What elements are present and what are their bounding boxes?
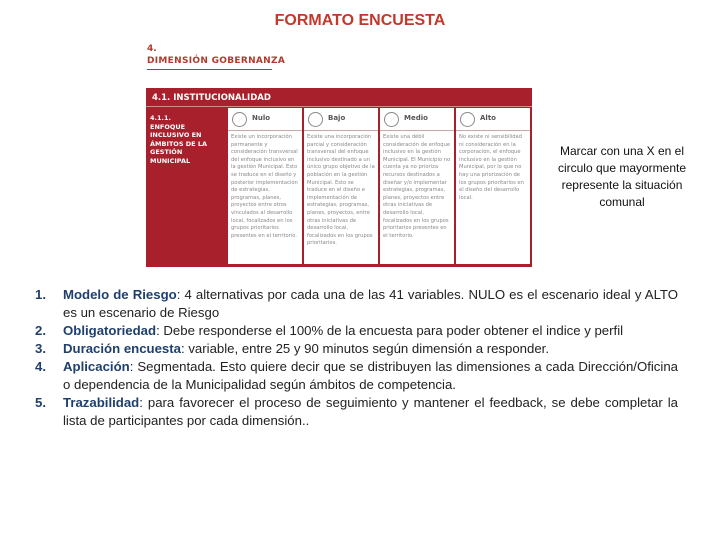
option-nulo: [228, 108, 302, 264]
variable-number: 4.1.1.: [150, 114, 171, 122]
page-title: FORMATO ENCUESTA: [274, 12, 446, 29]
option-bajo: [304, 108, 378, 264]
list-item: [35, 322, 678, 340]
list-text: 4 alternativas por cada una de las 41 variables. NULO es el escenario ideal y ALTO es un escenario de Riesgo: [63, 287, 679, 320]
option-description: No existe ni sensibilidad ni consideración en la corporación, el enfoque inclusivo en la gestión Municipal, por lo que no hay una priorización de los grupos prioritarios en el diseño del desarrollo local.: [459, 134, 524, 201]
list-item: [35, 358, 678, 394]
radio-circle-icon[interactable]: [384, 112, 399, 127]
list-text: Debe responderse el 100% de la encuesta para poder obtener el indice y perfil: [159, 323, 624, 338]
list-item: [35, 340, 678, 358]
list-number: 5.: [35, 395, 46, 410]
instruction-note: Marcar con una X en el circulo que mayormente represente la situación comunal: [557, 144, 687, 209]
list-text: para favorecer el proceso de seguimiento y mantener el feedback, se debe completar la lista de participantes por cada dimensión..: [63, 395, 678, 428]
list-sep: :: [176, 287, 181, 302]
option-label: Nulo: [252, 114, 271, 122]
list-sep: :: [156, 323, 160, 338]
option-description: Existe un incorporación permanente y consideración transversal del enfoque inclusivo en la gestión Municipal. Esto se traduce en el diseño y posterior implementación de estrategias, programas, planes, proyectos entre otros vinculados al desarrollo local, focalizados en los grupos prioritarios presentes en el territorio.: [231, 134, 298, 239]
list-number: 3.: [35, 341, 46, 356]
radio-circle-icon[interactable]: [308, 112, 323, 127]
dimension-title: DIMENSIÓN GOBERNANZA: [147, 56, 286, 66]
list-key: Obligatoriedad: [63, 323, 157, 338]
panel-title: 4.1. INSTITUCIONALIDAD: [152, 93, 271, 103]
list-item: [35, 286, 678, 322]
list-sep: :: [139, 395, 143, 410]
list-number: 2.: [35, 323, 46, 338]
institucionalidad-panel: [146, 88, 532, 267]
list-key: Duración encuesta: [63, 341, 181, 356]
option-description: Existe una débil consideración de enfoque inclusivo en la gestión Municipal. El Municipio no cuenta ya no prioriza recursos destinados a diseñar y/o implementar estrategias, programas, planes, proyectos entre otras iniciativas de desarrollo local, focalizados en los grupos prioritarios presentes en el territorio.: [383, 134, 451, 239]
list-item: [35, 394, 678, 430]
option-alto: [456, 108, 530, 264]
dimension-number: 4.: [147, 44, 157, 54]
list-key: Trazabilidad: [63, 395, 140, 410]
dimension-rule: [147, 69, 272, 70]
variable-label: [150, 114, 224, 165]
variable-name: ENFOQUE INCLUSIVO EN ÁMBITOS DE LA GESTIÓN MUNICIPAL: [150, 122, 208, 165]
list-text: Segmentada. Esto quiere decir que se distribuyen las dimensiones a cada Dirección/Oficina o dependencia de la Municipalidad según ámbitos de competencia.: [63, 359, 678, 392]
list-text: variable, entre 25 y 90 minutos según dimensión a responder.: [184, 341, 550, 356]
list-number: 4.: [35, 359, 46, 374]
option-label: Alto: [480, 114, 496, 122]
option-label: Medio: [404, 114, 428, 122]
option-description: Existe una incorporación parcial y consideración transversal del enfoque inclusivo destinado a un único grupo objetivo de la población en la gestión Municipal. Esto se traduce en el diseño e implementación de estrategias, programas, planes, proyectos, entre otras iniciativas de desarrollo local, focalizados en los grupos prioritarios.: [307, 134, 375, 247]
list-key: Aplicación: [63, 359, 130, 374]
option-medio: [380, 108, 454, 264]
list-sep: :: [181, 341, 185, 356]
list-number: 1.: [35, 287, 46, 302]
panel-divider: [146, 106, 532, 107]
list-sep: :: [129, 359, 134, 374]
info-list: [35, 286, 678, 430]
option-label: Bajo: [328, 114, 346, 122]
radio-circle-icon[interactable]: [460, 112, 475, 127]
radio-circle-icon[interactable]: [232, 112, 247, 127]
list-key: Modelo de Riesgo: [63, 287, 177, 302]
